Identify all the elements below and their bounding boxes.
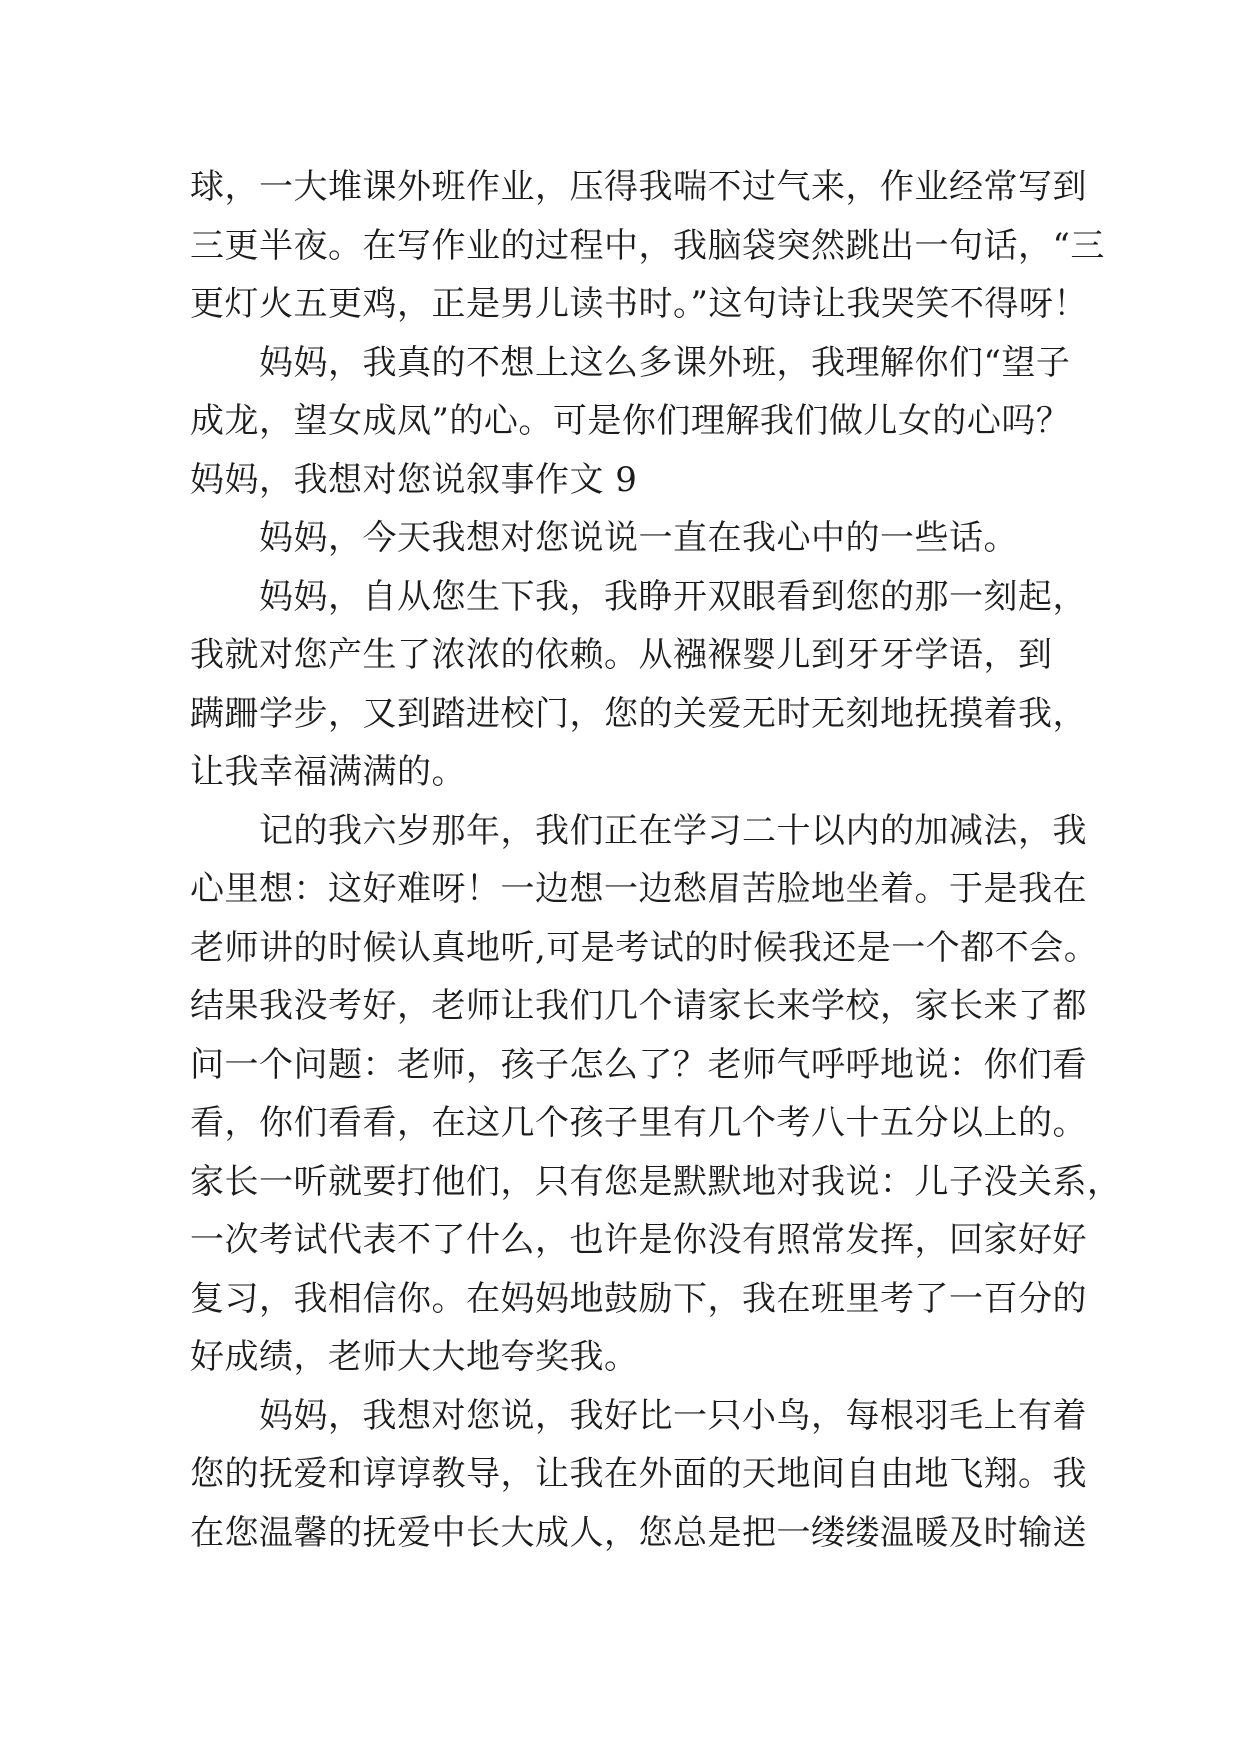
text-line: 妈妈，我真的不想上这么多课外班，我理解你们“望子 bbox=[190, 342, 1071, 383]
text-line: 心里想：这好难呀！一边想一边愁眉苦脸地坐着。于是我在 bbox=[190, 869, 1087, 909]
text-line: 复习，我相信你。在妈妈地鼓励下，我在班里考了一百分的 bbox=[190, 1278, 1087, 1319]
essay-title: 妈妈，我想对您说叙事作文 9 bbox=[190, 459, 638, 500]
text-line: 结果我没考好，老师让我们几个请家长来学校，家长来了都 bbox=[190, 986, 1087, 1026]
text-line: 在您温馨的抚爱中长大成人，您总是把一缕缕温暖及时输送 bbox=[190, 1512, 1087, 1553]
text-line: 让我幸福满满的。 bbox=[190, 752, 466, 792]
text-line: 球，一大堆课外班作业，压得我喘不过气来，作业经常写到 bbox=[190, 167, 1087, 207]
text-line: 一次考试代表不了什么，也许是你没有照常发挥，回家好好 bbox=[190, 1220, 1087, 1260]
text-line: 问一个问题：老师，孩子怎么了？老师气呼呼地说：你们看 bbox=[190, 1044, 1087, 1085]
text-line: 看，你们看看，在这几个孩子里有几个考八十五分以上的。 bbox=[190, 1103, 1087, 1143]
text-line: 成龙，望女成凤”的心。可是你们理解我们做儿女的心吗？ bbox=[190, 401, 1071, 441]
text-line: 好成绩，老师大大地夸奖我。 bbox=[190, 1337, 639, 1377]
text-line: 我就对您产生了浓浓的依赖。从襁褓婴儿到牙牙学语，到 bbox=[190, 635, 1053, 675]
text-line: 更灯火五更鸡，正是男儿读书时。”这句诗让我哭笑不得呀！ bbox=[190, 284, 1088, 324]
text-line: 妈妈，我想对您说，我好比一只小鸟，每根羽毛上有着 bbox=[190, 1395, 1087, 1436]
text-line: 记的我六岁那年，我们正在学习二十以内的加减法，我 bbox=[190, 810, 1087, 851]
essay-body bbox=[190, 158, 1122, 1562]
text-line: 蹒跚学步，又到踏进校门，您的关爱无时无刻地抚摸着我， bbox=[190, 693, 1087, 734]
text-line: 妈妈，今天我想对您说说一直在我心中的一些话。 bbox=[190, 518, 1018, 558]
text-line: 三更半夜。在写作业的过程中，我脑袋突然跳出一句话，“三 bbox=[190, 225, 1105, 266]
text-line: 您的抚爱和谆谆教导，让我在外面的天地间自由地飞翔。我 bbox=[190, 1454, 1087, 1494]
text-line: 妈妈，自从您生下我，我睁开双眼看到您的那一刻起， bbox=[190, 576, 1087, 617]
text-line: 老师讲的时候认真地听,可是考试的时候我还是一个都不会。 bbox=[190, 927, 1099, 968]
text-line: 家长一听就要打他们，只有您是默默地对我说：儿子没关系， bbox=[190, 1161, 1122, 1202]
